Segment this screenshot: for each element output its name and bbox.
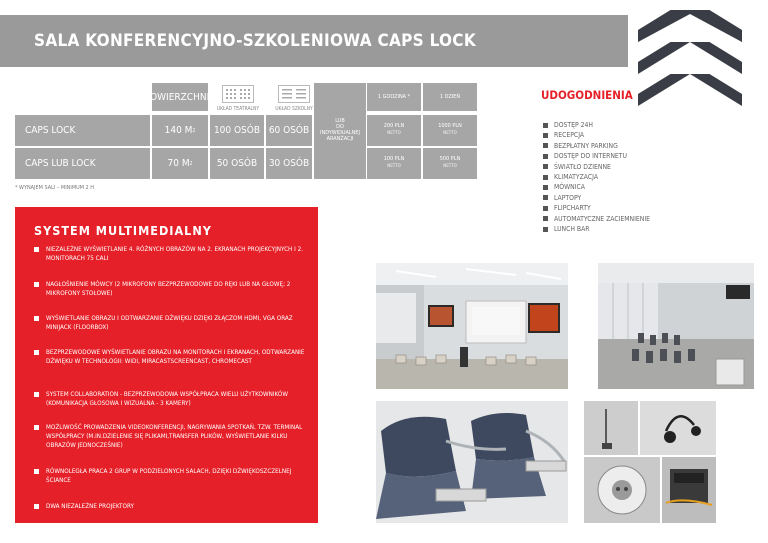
chevron-logo-icon xyxy=(638,10,742,42)
chairs-photo xyxy=(376,401,568,523)
room-name-caps-lock: CAPS LOCK xyxy=(15,115,150,146)
price-text: 100 PLN xyxy=(383,156,405,163)
amenity-item xyxy=(543,193,650,203)
feature-item xyxy=(34,348,310,366)
amenity-text: DOSTĘP DO INTERNETU xyxy=(554,152,627,161)
feature-text: NIEZALEŻNE WYŚWIETLANIE 4. RÓŻNYCH OBRAZÓW NA 2. EKRANACH PROJEKCYJNYCH I 2. MONITORACH 75 CALI xyxy=(46,246,303,263)
feature-text: DWA NIEZALEŻNE PROJEKTORY xyxy=(46,503,134,510)
amenity-text: LAPTOPY xyxy=(554,193,582,202)
theater-layout-icon xyxy=(210,82,266,106)
area-value xyxy=(152,115,208,146)
amenity-text: DOSTĘP 24H xyxy=(554,121,594,129)
multimedia-title: SYSTEM MULTIMEDIALNY xyxy=(34,223,212,238)
bullet-icon xyxy=(543,123,548,128)
individual-arrangement-cell xyxy=(314,83,366,179)
rental-note: * WYNAJEM SALI – MINIMUM 2 H xyxy=(15,185,94,191)
bullet-icon xyxy=(34,504,39,509)
amenity-text: ŚWIATŁO DZIENNE xyxy=(554,162,611,171)
bullet-icon xyxy=(34,469,39,474)
amenities-list xyxy=(543,120,650,234)
amenity-text: RECEPCJA xyxy=(554,131,585,140)
conference-room-photo xyxy=(376,263,568,389)
amenity-item xyxy=(543,151,650,161)
day-header: 1 DZIEŃ xyxy=(423,83,477,111)
feature-item xyxy=(34,245,310,263)
individual-line: LUB xyxy=(335,118,345,125)
hour-price xyxy=(367,148,421,179)
amenity-item xyxy=(543,120,650,130)
day-price xyxy=(423,148,477,179)
amenity-text: MÓWNICA xyxy=(554,183,585,192)
theater-layout-label: UKŁAD TEATRALNY xyxy=(216,106,260,112)
area-value-text: 140 M xyxy=(164,125,193,136)
feature-item xyxy=(34,280,310,298)
amenity-item xyxy=(543,162,650,172)
chevron-logo-icon xyxy=(638,74,742,106)
hour-price xyxy=(367,115,421,146)
connector-panel-photo xyxy=(662,457,716,523)
school-capacity: 30 OSÓB xyxy=(266,148,312,179)
feature-text: RÓWNOLEGŁA PRACA 2 GRUP W PODZIELONYCH SALACH, DZIĘKI DŹWIĘKOSZCZELNEJ ŚCIANCE xyxy=(46,468,292,485)
microphone-photo xyxy=(584,401,638,455)
price-text: 1000 PLN xyxy=(438,123,462,130)
individual-line: ARANŻACJI xyxy=(326,135,354,142)
amenities-title: UDOGODNIENIA xyxy=(541,88,633,102)
theater-capacity: 50 OSÓB xyxy=(210,148,264,179)
bullet-icon xyxy=(543,185,548,190)
hour-header: 1 GODZINA * xyxy=(367,83,421,111)
bullet-icon xyxy=(34,282,39,287)
amenity-text: KLIMATYZACJA xyxy=(554,172,599,181)
amenity-item xyxy=(543,182,650,192)
amenity-text: AUTOMATYCZNE ZACIEMNIENIE xyxy=(554,214,651,223)
feature-item xyxy=(34,314,310,332)
amenity-item xyxy=(543,203,650,213)
bullet-icon xyxy=(543,216,548,221)
feature-item xyxy=(34,423,310,450)
bullet-icon xyxy=(543,133,548,138)
feature-text: SYSTEM COLLABORATION - BEZPRZEWODOWA WSPÓŁPRACA WIELU UŻYTKOWNIKÓW (KOMUNIKACJA GŁOSOWA I WIZUALNA - 3 KAMERY) xyxy=(46,391,288,408)
bullet-icon xyxy=(34,247,39,252)
bullet-icon xyxy=(543,195,548,200)
amenity-item xyxy=(543,172,650,182)
price-text: 500 PLN xyxy=(439,156,461,163)
room-name-caps-lub-lock: CAPS LUB LOCK xyxy=(15,148,150,179)
net-label: NETTO xyxy=(387,131,401,137)
area-unit-sup: 2 xyxy=(189,160,193,167)
bullet-icon xyxy=(543,206,548,211)
feature-item xyxy=(34,502,310,511)
amenity-item xyxy=(543,224,650,234)
net-label: NETTO xyxy=(443,131,457,137)
headset-photo xyxy=(640,401,716,455)
amenity-text: LUNCH BAR xyxy=(554,224,590,233)
bullet-icon xyxy=(543,175,548,180)
amenity-item xyxy=(543,130,650,140)
bullet-icon xyxy=(34,425,39,430)
price-text: 200 PLN xyxy=(383,123,405,130)
bullet-icon xyxy=(34,316,39,321)
feature-text: MOŻLIWOŚĆ PROWADZENIA VIDEOKONFERENCJI, NAGRYWANIA SPOTKAŃ, TZW. TERMINAL WSPÓŁPRACY (M.IN.DZIELENIE SIĘ PLIKAMI,TRANSFER PLIKÓW, WYŚWIETLANIE KILKU OBRAZÓW JEDNOCZEŚNIE) xyxy=(46,424,303,450)
feature-item xyxy=(34,390,310,408)
bullet-icon xyxy=(34,392,39,397)
net-label: NETTO xyxy=(387,164,401,170)
bullet-icon xyxy=(543,154,548,159)
bullet-icon xyxy=(34,350,39,355)
floorbox-photo xyxy=(584,457,660,523)
individual-line: INDYWIDUALNEJ xyxy=(320,130,360,136)
net-label: NETTO xyxy=(443,164,457,170)
bullet-icon xyxy=(543,227,548,232)
area-header: POWIERZCHNIA xyxy=(152,83,208,111)
theater-capacity: 100 OSÓB xyxy=(210,115,264,146)
training-room-photo xyxy=(598,263,754,389)
area-value xyxy=(152,148,208,179)
amenity-item xyxy=(543,214,650,224)
day-price xyxy=(423,115,477,146)
chevron-logo-icon xyxy=(638,42,742,74)
amenity-text: BEZPŁATNY PARKING xyxy=(554,141,618,150)
feature-text: BEZPRZEWODOWE WYŚWIETLANIE OBRAZU NA MONITORACH I EKRANACH, ODTWARZANIE DŹWIĘKU W TECHNOLOGII: WIDI, MIRACASTSCREENCAST, CHROMECAST xyxy=(46,349,305,366)
page-title: SALA KONFERENCYJNO-SZKOLENIOWA CAPS LOCK xyxy=(34,31,476,51)
bullet-icon xyxy=(543,164,548,169)
individual-line: DO xyxy=(336,124,344,131)
school-capacity: 60 OSÓB xyxy=(266,115,312,146)
area-unit-sup: 2 xyxy=(192,127,196,134)
feature-text: NAGŁOŚNIENIE MÓWCY (2 MIKROFONY BEZPRZEWODOWE DO RĘKI LUB NA GŁOWĘ; 2 MIKROFONY STOŁOWE) xyxy=(46,281,291,298)
area-value-text: 70 M xyxy=(167,158,190,169)
feature-text: WYŚWIETLANIE OBRAZU I ODTWARZANIE DŹWIĘKU DZIĘKI ZŁĄCZOM HDMI, VGA ORAZ MINIJACK (FLOORBOX) xyxy=(46,315,293,332)
bullet-icon xyxy=(543,143,548,148)
school-layout-label: UKŁAD SZKOLNY xyxy=(275,106,313,112)
amenity-text: FLIPCHARTY xyxy=(554,204,591,213)
amenity-item xyxy=(543,141,650,151)
feature-item xyxy=(34,467,310,485)
